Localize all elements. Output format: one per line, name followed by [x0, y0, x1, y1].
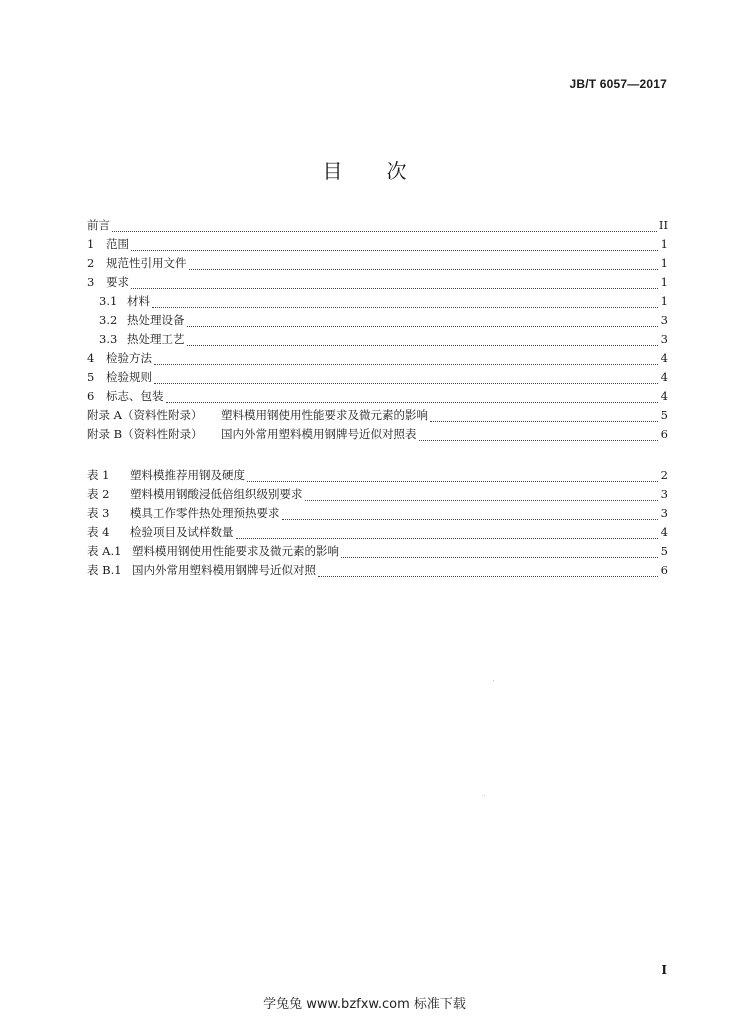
- toc-entry-page: 4: [660, 389, 668, 403]
- toc-tables-list: [87, 467, 668, 581]
- dot-leader: [112, 230, 657, 232]
- toc-entry-page: 4: [660, 370, 668, 384]
- dot-leader: [131, 249, 658, 251]
- toc-entry-number: 1: [87, 237, 95, 251]
- dot-leader: [419, 439, 659, 441]
- dot-leader: [187, 325, 659, 327]
- toc-entry-label: 规范性引用文件: [106, 256, 187, 270]
- toc-entry-number: 表 4: [87, 525, 110, 539]
- dot-leader: [131, 287, 658, 289]
- page-title: [0, 155, 729, 184]
- toc-entry[interactable]: [87, 236, 668, 255]
- toc-entry[interactable]: [87, 369, 668, 388]
- toc-entry-label: 材料: [127, 294, 150, 308]
- dot-leader: [187, 344, 659, 346]
- toc-entry-label: 模具工作零件热处理预热要求: [130, 506, 280, 520]
- toc-entry-number: 3.3: [99, 332, 118, 346]
- toc-entry[interactable]: [87, 486, 668, 505]
- dot-leader: [236, 537, 659, 539]
- toc-entry[interactable]: [87, 331, 668, 350]
- toc-entry[interactable]: [87, 350, 668, 369]
- toc-entry-label: 要求: [106, 275, 129, 289]
- toc-entry-label: 热处理工艺: [127, 332, 185, 346]
- toc-entry-page: 1: [660, 275, 668, 289]
- toc-entry[interactable]: [87, 255, 668, 274]
- toc-entry-number: 3.2: [99, 313, 118, 327]
- toc-entry-label: 国内外常用塑料模用钢牌号近似对照表: [221, 427, 417, 441]
- toc-entry-label: 标志、包装: [106, 389, 164, 403]
- toc-entry-page: 3: [660, 487, 668, 501]
- dot-leader: [154, 363, 658, 365]
- toc-entry-page: 4: [660, 525, 668, 539]
- toc-entry[interactable]: [87, 274, 668, 293]
- toc-entry-label: 国内外常用塑料模用钢牌号近似对照: [132, 563, 316, 577]
- toc-entry[interactable]: [87, 217, 668, 236]
- toc-entry[interactable]: [87, 293, 668, 312]
- toc-entry[interactable]: [87, 426, 668, 445]
- toc-sections-list: [87, 217, 668, 445]
- dot-leader: [282, 518, 659, 520]
- toc-entry-number: 3: [87, 275, 95, 289]
- toc-entry-label: 塑料模用钢酸浸低倍组织级别要求: [130, 487, 303, 501]
- toc-entry-label: 塑料模用钢使用性能要求及微元素的影响: [221, 408, 428, 422]
- dot-leader: [152, 306, 658, 308]
- dot-leader: [154, 382, 658, 384]
- dot-leader: [318, 575, 658, 577]
- toc-entry-page: 1: [660, 294, 668, 308]
- page-number: I: [661, 963, 667, 977]
- toc-entry[interactable]: [87, 312, 668, 331]
- document-code: JB/T 6057—2017: [569, 77, 667, 91]
- toc-entry-page: 2: [660, 468, 668, 482]
- toc-entry[interactable]: [87, 562, 668, 581]
- toc-entry-number: 附录 B（资料性附录）: [87, 427, 203, 441]
- toc-entry-label: 前言: [87, 218, 110, 232]
- toc-entry-number: 表 A.1: [87, 544, 122, 558]
- toc-entry-number: 5: [87, 370, 95, 384]
- toc-entry-page: 3: [660, 332, 668, 346]
- dot-leader: [166, 401, 659, 403]
- toc-entry-number: 表 3: [87, 506, 110, 520]
- watermark-text: 学兔兔 www.bzfxw.com 标准下载: [263, 997, 466, 1012]
- toc-entry[interactable]: [87, 388, 668, 407]
- dot-leader: [305, 499, 659, 501]
- toc-entry-number: 表 1: [87, 468, 110, 482]
- toc-entry-label: 检验项目及试样数量: [130, 525, 234, 539]
- toc-entry-page: 5: [660, 544, 668, 558]
- toc-entry-page: 5: [660, 408, 668, 422]
- toc-entry-page: 3: [660, 506, 668, 520]
- toc-entry[interactable]: [87, 505, 668, 524]
- toc-entry[interactable]: [87, 524, 668, 543]
- toc-entry-page: 1: [660, 256, 668, 270]
- dot-leader: [341, 556, 658, 558]
- toc-entry-number: 表 B.1: [87, 563, 122, 577]
- toc-entry-number: 6: [87, 389, 95, 403]
- toc-entry-page: 1: [660, 237, 668, 251]
- toc-entry-page: II: [658, 218, 668, 232]
- toc-entry[interactable]: [87, 467, 668, 486]
- toc-entry-page: 6: [660, 427, 668, 441]
- toc-entry[interactable]: [87, 407, 668, 426]
- toc-entry-page: 3: [660, 313, 668, 327]
- toc-entry-label: 检验方法: [106, 351, 152, 365]
- toc-entry-label: 检验规则: [106, 370, 152, 384]
- toc-entry-label: 塑料模推荐用钢及硬度: [130, 468, 245, 482]
- toc-entry-number: 4: [87, 351, 95, 365]
- dot-leader: [189, 268, 659, 270]
- toc-entry-page: 4: [660, 351, 668, 365]
- toc-entry-number: 附录 A（资料性附录）: [87, 408, 203, 422]
- toc-entry-label: 热处理设备: [127, 313, 185, 327]
- toc-entry-label: 塑料模用钢使用性能要求及微元素的影响: [132, 544, 339, 558]
- dot-leader: [430, 420, 658, 422]
- toc-entry-label: 范围: [106, 237, 129, 251]
- title-char-2: 次: [386, 159, 407, 183]
- toc-entry-number: 2: [87, 256, 95, 270]
- toc-entry-number: 表 2: [87, 487, 110, 501]
- title-char-1: 目: [322, 159, 343, 183]
- toc-entry-number: 3.1: [99, 294, 118, 308]
- scan-speck: [484, 795, 485, 796]
- toc-entry[interactable]: [87, 543, 668, 562]
- dot-leader: [247, 480, 658, 482]
- toc-entry-page: 6: [660, 563, 668, 577]
- scan-speck: [493, 680, 494, 681]
